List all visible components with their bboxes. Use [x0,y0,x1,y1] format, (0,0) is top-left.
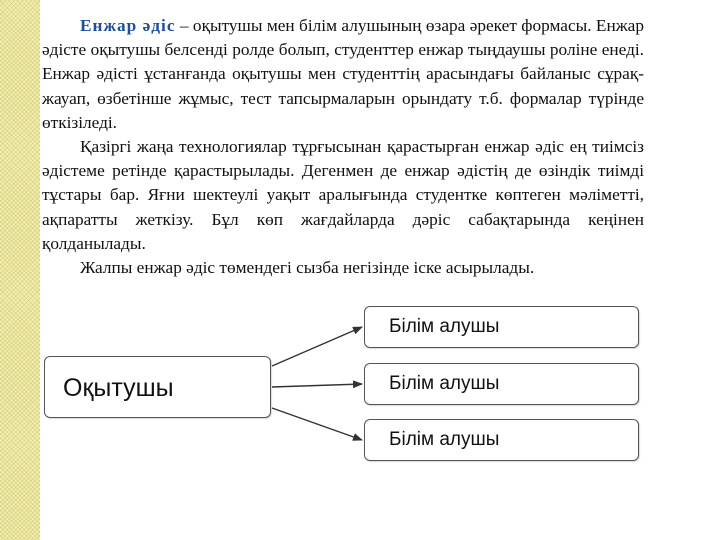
arrow-to-learner-2 [272,384,362,387]
teacher-box: Оқытушы [44,356,271,418]
arrow-to-learner-1 [272,327,362,366]
learner-box-1: Білім алушы [364,306,639,348]
paragraph-1-text: – оқытушы мен білім алушының өзара әрекет формасы. Енжар әдісте оқытушы белсенді ролде болып, студенттер енжар тыңдаушы роліне енеді. Енжар әдісті ұстанғанда оқытушы мен студенттің арасындағы байланыс сұрақ-жауап, өзбетінше жұмыс, тест тапсырмаларын орындату т.б. формалар түрінде өткізіледі. [42,16,644,132]
arrow-to-learner-3 [272,408,362,440]
learner-box-2: Білім алушы [364,363,639,405]
paragraph-2: Қазіргі жаңа технологиялар тұрғысынан қарастырған енжар әдіс ең тиімсіз әдістеме ретінде қарастырылады. Дегенмен де енжар әдістің де өзіндік тиімді тұстары бар. Яғни шектеулі уақыт аралығында студентке көптеген мәліметті, ақпаратты жеткізу. Бұл көп жағдайларда дәріс сабақтарында кеңінен қолданылады. [42,137,644,253]
paragraph-3: Жалпы енжар әдіс төмендегі сызба негізінде іске асырылады. [80,258,535,278]
term-highlight: Енжар әдіс [80,16,176,35]
learner-box-3: Білім алушы [364,419,639,461]
